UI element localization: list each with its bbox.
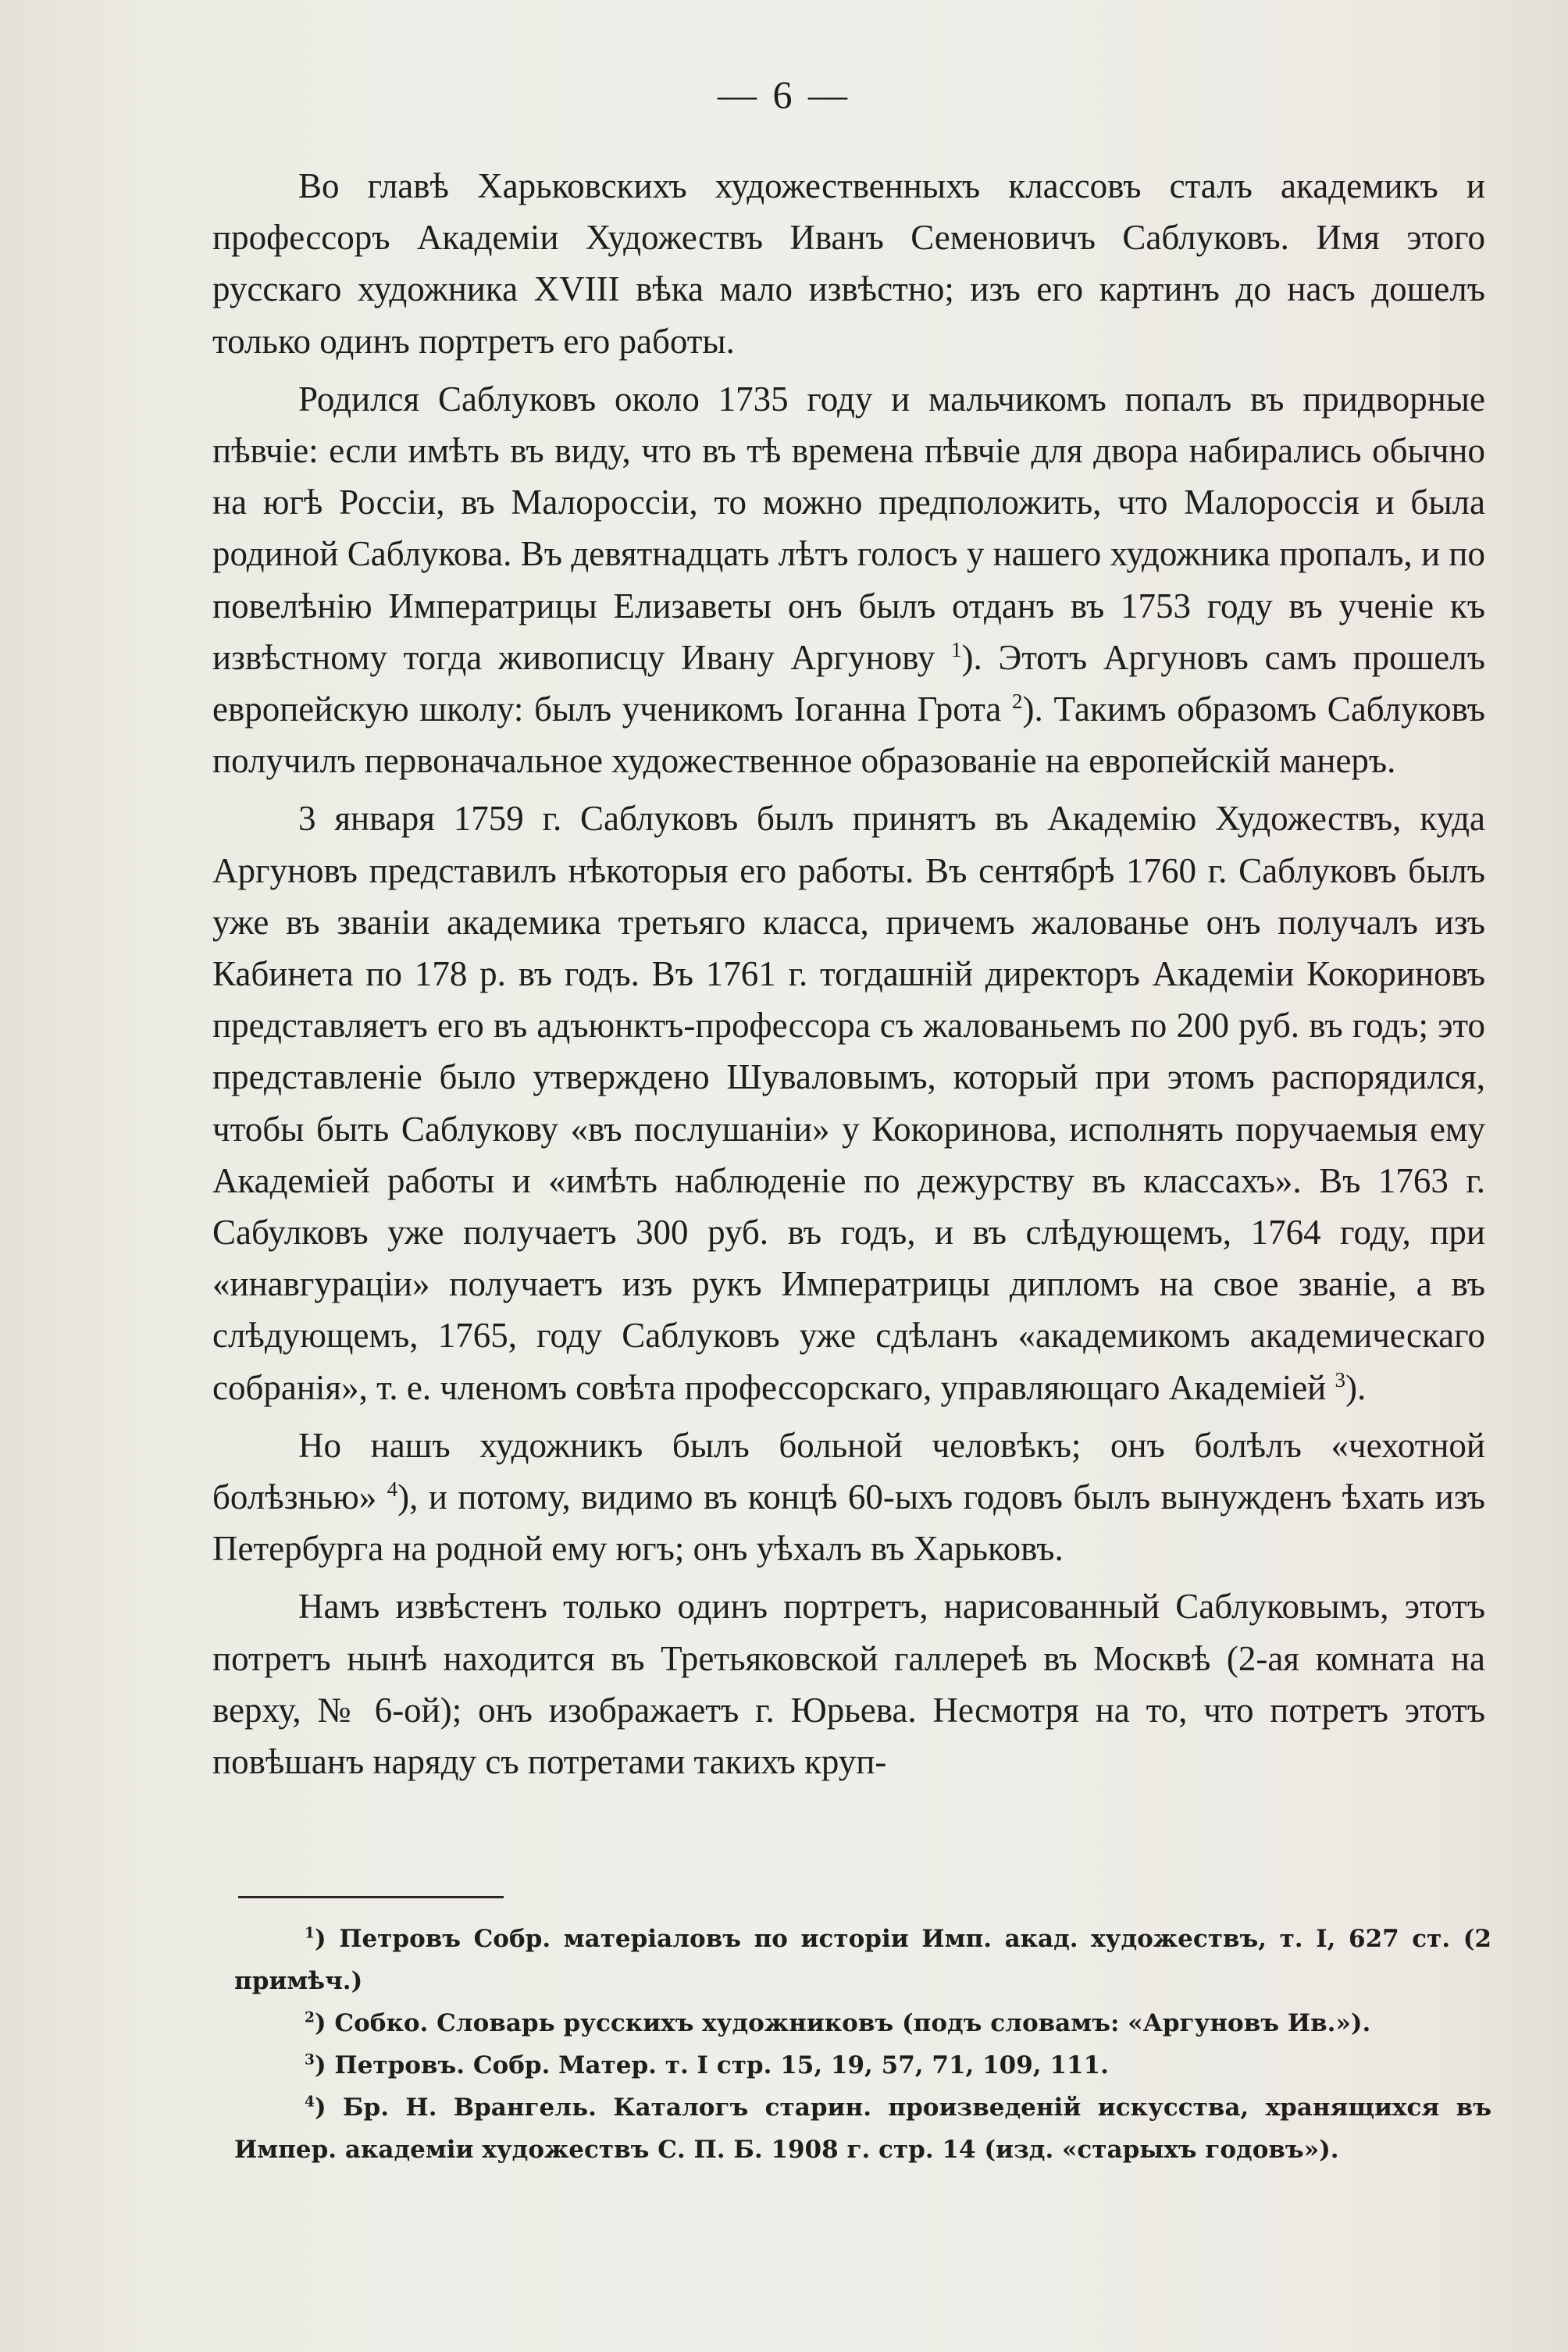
footnotes [234, 1918, 1491, 2171]
paragraph-4: Но нашъ художникъ былъ больной человѣкъ; онъ болѣлъ «чехотной болѣзнью» $^4$), и потому, видимо въ концѣ 60-ыхъ годовъ былъ вынужденъ ѣхать изъ Петербурга на родной ему югъ; онъ уѣхалъ въ Харьковъ. [212, 1425, 1485, 1569]
body-text [212, 160, 1485, 1787]
footnote-mark-4: 4 [387, 1477, 398, 1502]
paragraph-2-text-c: Такимъ образомъ Саблуковъ получилъ первоначальное художественное образованіе на европейскій манеръ. [212, 690, 1485, 781]
paragraph-1 [212, 160, 1485, 367]
footnote-4: $^4$) Бр. Н. Врангель. Каталогъ старин. произведеній искусства, хранящихся въ Импер. академіи художествъ С. П. Б. 1908 г. стр. 14 (изд. «старыхъ годовъ»). [234, 2094, 1491, 2164]
footnote-2-text: Собко. Словарь русскихъ художниковъ (подъ словамъ: «Аргуновъ Ив.»). [334, 2009, 1371, 2037]
paragraph-5 [212, 1580, 1485, 1787]
footnote-1: $^1$) Петровъ Собр. матеріаловъ по исторіи Имп. акад. художествъ, т. I, 627 ст. (2 примѣч.) [234, 1925, 1491, 1995]
paragraph-3: 3 января 1759 г. Саблуковъ былъ принятъ въ Академію Художествъ, куда Аргуновъ представилъ нѣкоторыя его работы. Въ сентябрѣ 1760 г. Саблуковъ былъ уже въ званіи академика третьяго класса, причемъ жалованье онъ получалъ изъ Кабинета по 178 р. въ годъ. Въ 1761 г. тогдашній директоръ Академіи Кокориновъ представляетъ его въ адъюнктъ-профессора съ жалованьемъ по 200 руб. въ годъ; это представленіе было утверждено Шуваловымъ, который при этомъ распорядился, чтобы быть Саблукову «въ послушаніи» у Кокоринова, исполнять поручаемыя ему Академіей работы и «имѣть наблюденіе по дежурству въ классахъ». Въ 1763 г. Сабулковъ уже получаетъ 300 руб. въ годъ, и въ слѣдующемъ, 1764 году, при «инавгураціи» получаетъ изъ рукъ Императрицы дипломъ на свое званіе, а въ слѣдующемъ, 1765, году Саблуковъ уже сдѣланъ «академикомъ академическаго собранія», т. е. членомъ совѣта профессорскаго, управляющаго Академіей $^3$). [212, 799, 1485, 1407]
footnote-3: $^3$) Петровъ. Собр. Матер. т. I стр. 15, 19, 57, 71, 109, 111. [305, 2051, 1109, 2079]
paragraph-2: Родился Саблуковъ около 1735 году и мальчикомъ попалъ въ придворные пѣвчіе: если имѣть въ виду, что въ тѣ времена пѣвчіе для двора набирались обычно на югѣ Россіи, въ Малороссіи, то можно предположить, что Малороссія и была родиной Саблукова. Въ девятнадцать лѣтъ голосъ у нашего художника пропалъ, и по повелѣнію Императрицы Елизаветы онъ былъ отданъ въ 1753 году въ ученіе къ извѣстному тогда живописцу Ивану Аргунову $^1$). Этотъ Аргуновъ самъ прошелъ европейскую школу: былъ ученикомъ Іоганна Грота $^2$). Такимъ образомъ Саблуковъ получилъ первоначальное художественное образованіе на европейскій манеръ. [212, 379, 1485, 781]
footnote-4-text: Бр. Н. Врангель. Каталогъ старин. произведеній искусства, хранящихся въ Импер. академіи художествъ С. П. Б. 1908 г. стр. 14 (изд. «старыхъ годовъ»). [234, 2094, 1491, 2164]
footnote-3-text: Петровъ. Собр. Матер. т. I стр. 15, 19, 57, 71, 109, 111. [334, 2051, 1109, 2079]
paragraph-5-text: Намъ извѣстенъ только одинъ портретъ, нарисованный Саблуковымъ, этотъ потретъ нынѣ находится въ Третьяковской галлереѣ въ Москвѣ (2-ая комната на верху, № 6-ой); онъ изображаетъ г. Юрьева. Несмотря на то, что потретъ этотъ повѣшанъ наряду съ потретами такихъ круп- [212, 1587, 1485, 1782]
footnote-number-1: 1 [305, 1925, 315, 1942]
footnote-number-3: 3 [305, 2051, 315, 2069]
footnote-2: $^2$) Собко. Словарь русскихъ художниковъ (подъ словамъ: «Аргуновъ Ив.»). [305, 2009, 1371, 2037]
footnote-number-2: 2 [305, 2009, 315, 2026]
footnote-number-4: 4 [305, 2094, 315, 2111]
footnote-mark-3: 3 [1335, 1367, 1345, 1392]
paragraph-4-text-a: Но нашъ художникъ былъ больной человѣкъ; онъ болѣлъ «чехотной болѣзнью» [212, 1425, 1485, 1517]
paragraph-2-text-a: Родился Саблуковъ около 1735 году и мальчикомъ попалъ въ придворные пѣвчіе: если имѣть въ виду, что въ тѣ времена пѣвчіе для двора набирались обычно на югѣ Россіи, въ Малороссіи, то можно предположить, что Малороссія и была родиной Саблукова. Въ девятнадцать лѣтъ голосъ у нашего художника пропалъ, и по повелѣнію Императрицы Елизаветы онъ былъ отданъ въ 1753 году въ ученіе къ извѣстному тогда живописцу Ивану Аргунову [212, 379, 1485, 677]
footnote-divider [238, 1896, 504, 1898]
paragraph-3-text: 3 января 1759 г. Саблуковъ былъ принятъ въ Академію Художествъ, куда Аргуновъ представилъ нѣкоторыя его работы. Въ сентябрѣ 1760 г. Саблуковъ былъ уже въ званіи академика третьяго класса, причемъ жалованье онъ получалъ изъ Кабинета по 178 р. въ годъ. Въ 1761 г. тогдашній директоръ Академіи Кокориновъ представляетъ его въ адъюнктъ-профессора съ жалованьемъ по 200 руб. въ годъ; это представленіе было утверждено Шуваловымъ, который при этомъ распорядился, чтобы быть Саблукову «въ послушаніи» у Кокоринова, исполнять поручаемыя ему Академіей работы и «имѣть наблюденіе по дежурству въ классахъ». Въ 1763 г. Сабулковъ уже получаетъ 300 руб. въ годъ, и въ слѣдующемъ, 1764 году, при «инавгураціи» получаетъ изъ рукъ Императрицы дипломъ на свое званіе, а въ слѣдующемъ, 1765, году Саблуковъ уже сдѣланъ «академикомъ академическаго собранія», т. е. членомъ совѣта профессорскаго, управляющаго Академіей [212, 799, 1485, 1407]
footnote-1-text: Петровъ Собр. матеріаловъ по исторіи Имп. акад. художествъ, т. I, 627 ст. (2 примѣч.) [234, 1925, 1491, 1995]
paragraph-2-text-b: Этотъ Аргуновъ самъ прошелъ европейскую школу: былъ ученикомъ Іоганна Грота [212, 637, 1485, 729]
footnote-mark-1: 1 [951, 637, 962, 661]
paragraph-4-text-b: , и потому, видимо въ концѣ 60-ыхъ годовъ былъ вынужденъ ѣхать изъ Петербурга на родной ему югъ; онъ уѣхалъ въ Харьковъ. [212, 1477, 1485, 1569]
paragraph-1-text: Во главѣ Харьковскихъ художественныхъ классовъ сталъ академикъ и профессоръ Академіи Художествъ Иванъ Семеновичъ Саблуковъ. Имя этого русскаго художника XVIII вѣка мало извѣстно; изъ его картинъ до насъ дошелъ только одинъ портретъ его работы. [212, 166, 1485, 361]
footnote-mark-2: 2 [1012, 690, 1023, 714]
page-number: — 6 — [718, 73, 850, 116]
